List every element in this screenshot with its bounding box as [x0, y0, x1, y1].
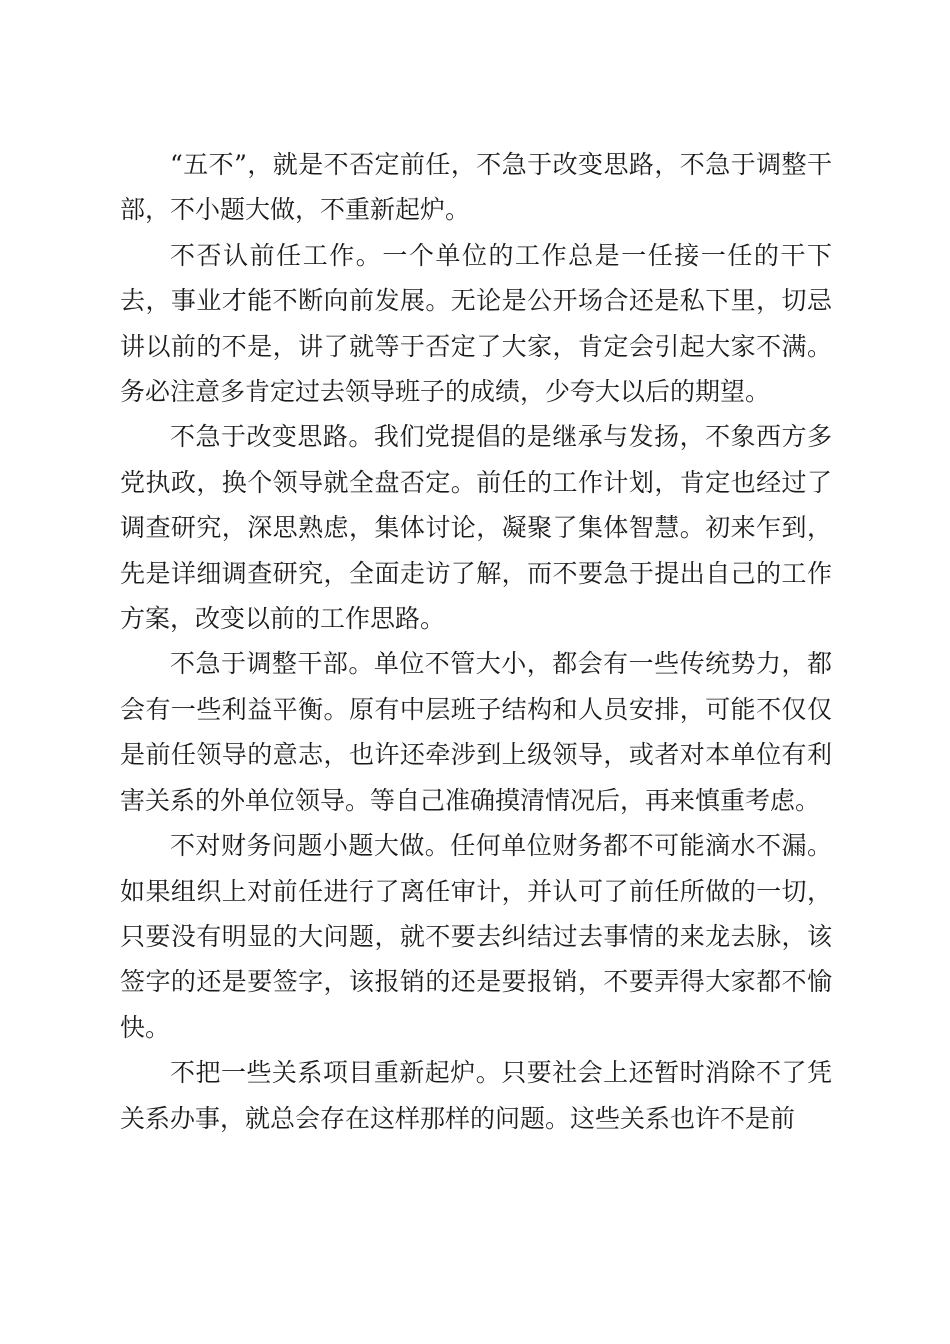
paragraph-finance-issues: 不对财务问题小题大做。任何单位财务都不可能滴水不漏。如果组织上对前任进行了离任审计，并认可了前任所做的一切，只要没有明显的大问题，就不要去纠结过去事情的来龙去脉，该签字的还是要签字，该报销的还是要报销，不要弄得大家都不愉快。	[120, 831, 832, 1042]
paragraph-not-rush-adjust-cadres: 不急于调整干部。单位不管大小，都会有一些传统势力，都会有一些利益平衡。原有中层班子结构和人员安排，可能不仅仅是前任领导的意志，也许还牵涉到上级领导，或者对本单位有利害关系的外单位领导。等自己准确摸清情况后，再来慎重考虑。	[120, 649, 832, 815]
paragraph-not-deny-predecessor: 不否认前任工作。一个单位的工作总是一任接一任的干下去，事业才能不断向前发展。无论是公开场合还是私下里，切忌讲以前的不是，讲了就等于否定了大家，肯定会引起大家不满。务必注意多肯定过去领导班子的成绩，少夸大以后的期望。	[120, 240, 832, 407]
paragraph-wubu-intro: “五不”，就是不否定前任，不急于改变思路，不急于调整干部，不小题大做，不重新起炉。	[120, 150, 832, 225]
paragraph-relationship-projects: 不把一些关系项目重新起炉。只要社会上还暂时消除不了凭关系办事，就总会存在这样那样的问题。这些关系也许不是前	[120, 1058, 832, 1133]
document-body	[120, 142, 832, 1141]
paragraph-not-rush-change-thinking: 不急于改变思路。我们党提倡的是继承与发扬，不象西方多党执政，换个领导就全盘否定。前任的工作计划，肯定也经过了调查研究，深思熟虑，集体讨论，凝聚了集体智慧。初来乍到，先是详细调查研究，全面走访了解，而不要急于提出自己的工作方案，改变以前的工作思路。	[120, 422, 832, 634]
